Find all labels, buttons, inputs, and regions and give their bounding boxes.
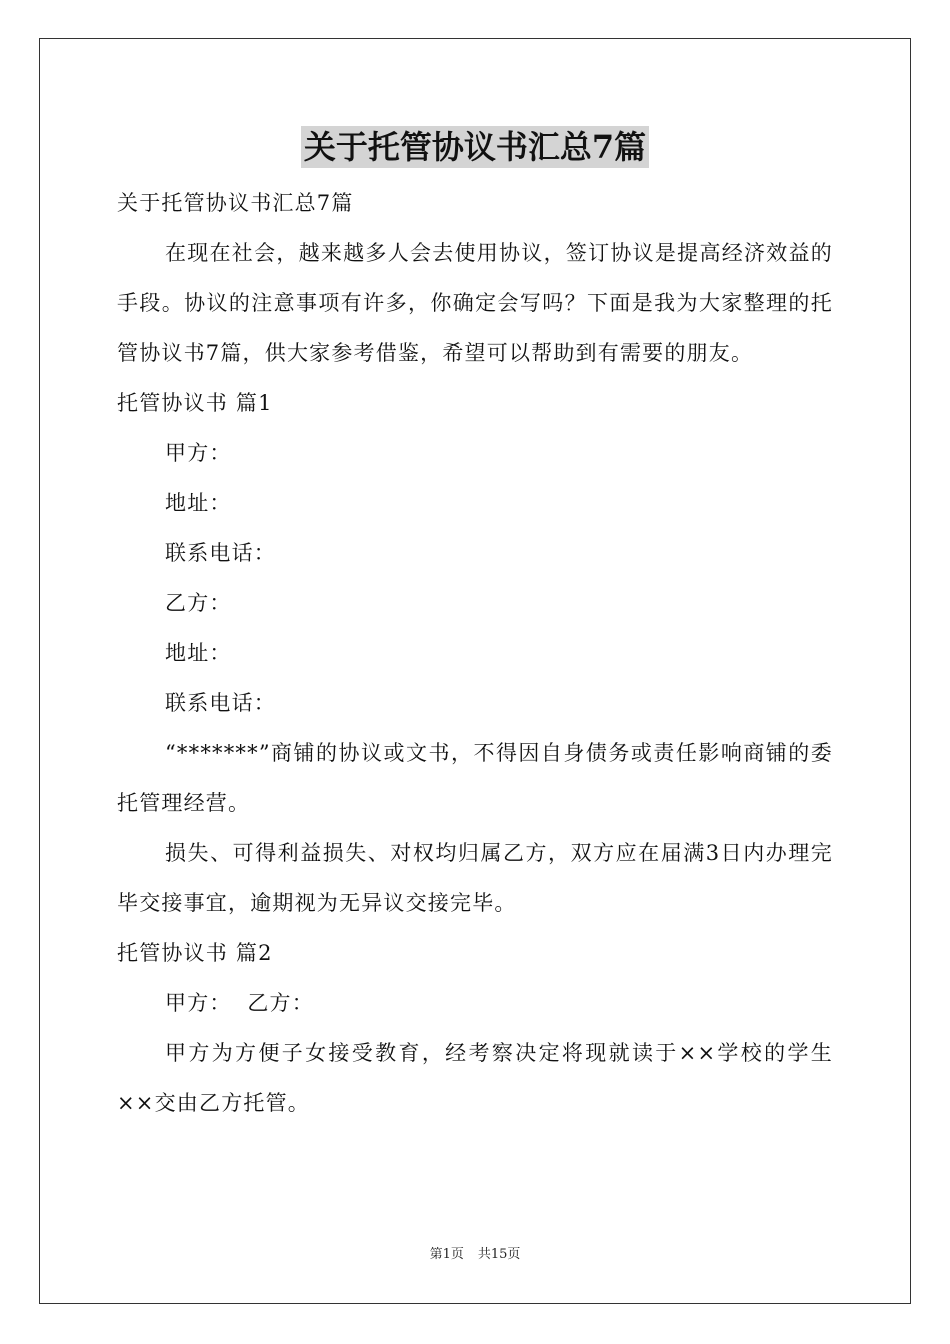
paragraph: 甲方： <box>165 441 232 465</box>
paragraph: “*******”商铺的协议或文书，不得因自身债务或责任影响商铺的委托管理经营。 <box>117 741 833 815</box>
document-body <box>117 178 833 1128</box>
title-container <box>0 126 950 168</box>
page-total: 共15页 <box>477 1247 521 1262</box>
paragraph: 联系电话： <box>165 691 276 715</box>
page-footer <box>0 1246 950 1264</box>
document-title: 关于托管协议书汇总7篇 <box>301 126 649 168</box>
paragraph: 联系电话： <box>165 541 276 565</box>
paragraph: 甲方： 乙方： <box>165 991 314 1015</box>
paragraph: 在现在社会，越来越多人会去使用协议，签订协议是提高经济效益的手段。协议的注意事项有许多，你确定会写吗？下面是我为大家整理的托管协议书7篇，供大家参考借鉴，希望可以帮助到有需要的朋友。 <box>117 241 833 365</box>
paragraph: 乙方： <box>165 591 232 615</box>
paragraph: 损失、可得利益损失、对权均归属乙方，双方应在届满3日内办理完毕交接事宜，逾期视为无异议交接完毕。 <box>117 841 833 915</box>
section-heading: 托管协议书 篇1 <box>117 391 273 415</box>
paragraph: 甲方为方便子女接受教育，经考察决定将现就读于××学校的学生××交由乙方托管。 <box>117 1041 833 1115</box>
paragraph: 地址： <box>165 641 232 665</box>
paragraph: 地址： <box>165 491 232 515</box>
paragraph: 关于托管协议书汇总7篇 <box>117 191 354 215</box>
page-number: 第1页 <box>429 1247 464 1262</box>
section-heading: 托管协议书 篇2 <box>117 941 273 965</box>
